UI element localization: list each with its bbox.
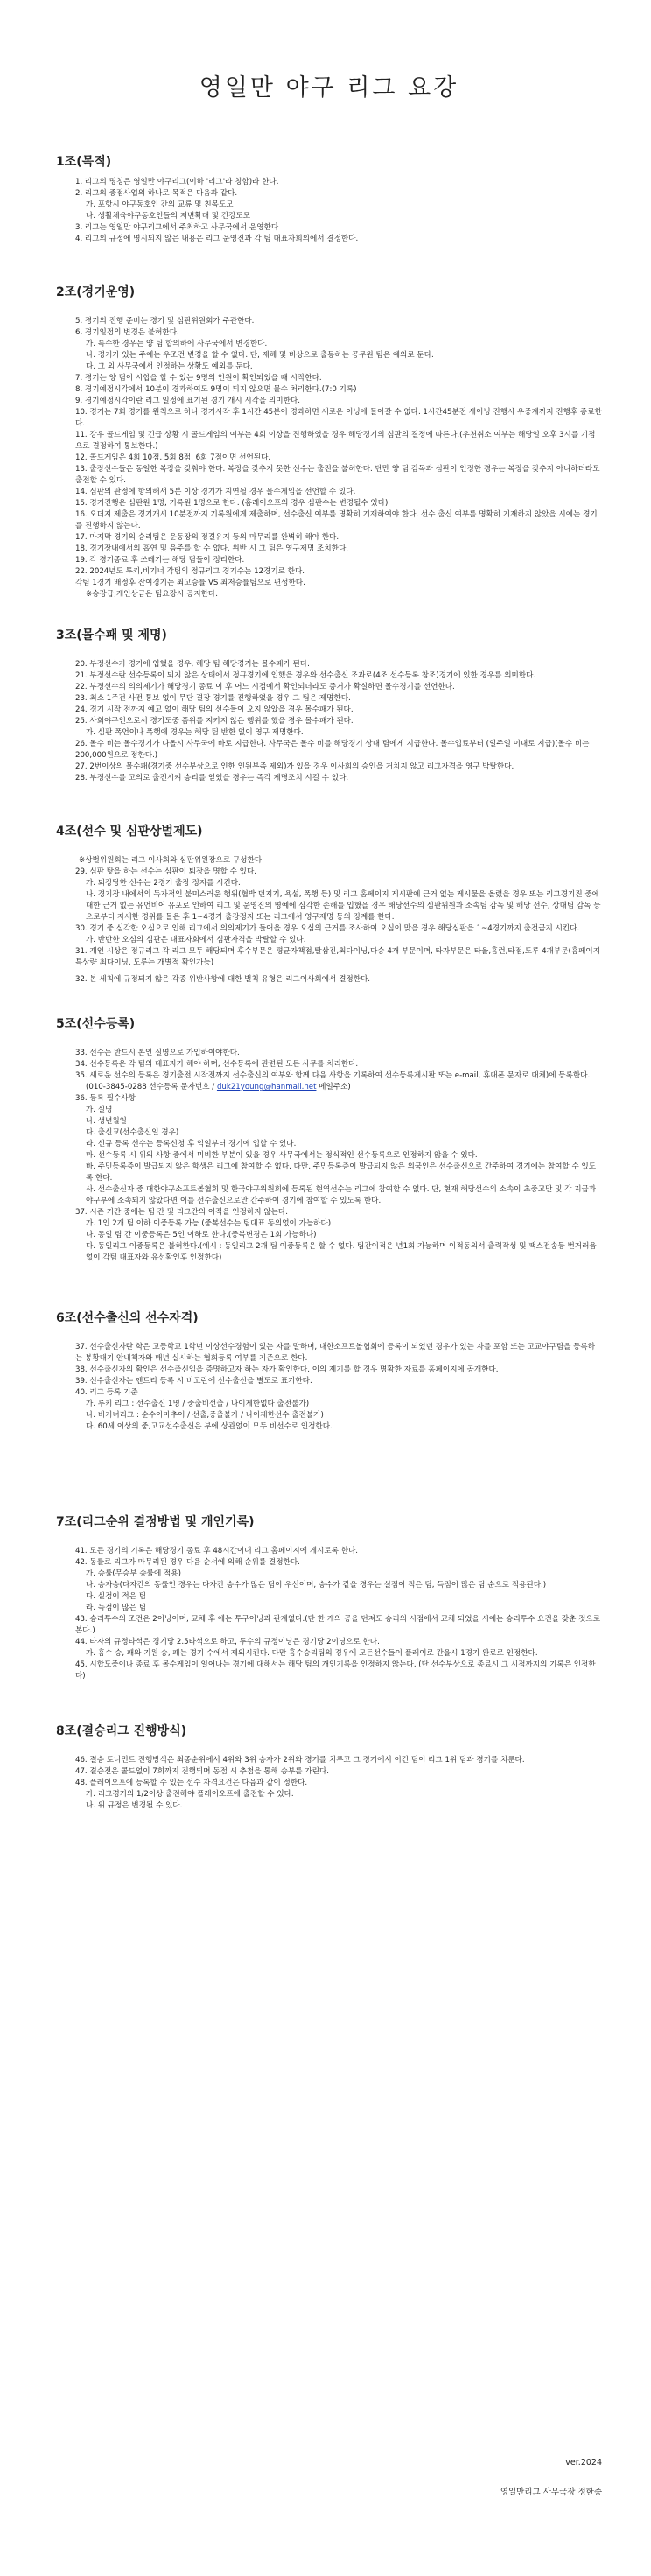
article-line: 37. 선수출신자란 학은 고등학교 1학년 이상선수경험이 있는 자를 말하며, 대한소프트볼협회에 등록이 되었던 경우가 있는 자를 포함 또는 고교야구팀을 등록하는 봉황대기 안내책자와 매년 실시하는 협회등록 여부를 기준으로 한다. — [75, 1343, 596, 1363]
article-line: 2. 리그의 중점사업의 하나로 목적은 다음과 같다. — [75, 189, 238, 198]
note-line: ※상벌위원회는 리그 이사회와 심판위원장으로 구성한다. — [79, 856, 264, 865]
document-footer — [500, 2458, 602, 2497]
sub-item: 가. 홈수 승, 패와 기원 승, 패는 경기 수에서 제외시킨다. 다만 홈수승리팀의 경우에 모든선수들이 플레이로 간을시 1경기 완료로 인정한다. — [86, 1649, 538, 1658]
sub-item: ※승강급,개인상금은 팀요강시 공지한다. — [86, 590, 218, 599]
article-line: 23. 최소 1주전 사전 통보 없이 무단 결장 경기를 진행하였을 경우 그 팀은 제명한다. — [75, 694, 351, 703]
article-line: 13. 출장선수들은 동일한 복장을 갖춰야 한다. 복장을 갖추지 못한 선수는 출전을 불허한다. 단만 양 팀 감독과 심판이 인정한 경우는 복장을 갖추지 아니하더라도 출전할 수 있다. — [75, 465, 600, 485]
sub-item: 가. 루키 리그 : 선수출신 1명 / 중출비선출 / 나이제한없다 출전불가) — [86, 1400, 310, 1408]
sub-item: 가. 퇴장당한 선수는 2경기 출장 정지를 시킨다. — [86, 879, 241, 888]
article-line: 29. 심판 탓을 하는 선수는 심판이 퇴장을 명할 수 있다. — [75, 867, 257, 876]
article-line: 42. 동률로 리그가 마무리된 경우 다음 순서에 의해 순위를 결정한다. — [75, 1558, 300, 1567]
section-3 — [56, 627, 602, 784]
article-line: 6. 경기일정의 변경은 불허한다. — [75, 328, 179, 337]
article-line: 26. 몰수 비는 몰수경기가 나올시 사무국에 바로 지급한다. 사무국은 몰수 비를 해당경기 상대 팀에게 지급한다. 몰수업료부터 (일주일 이내로 지급)(몰수 비는 200,000원으로 정한다.) — [75, 740, 590, 760]
article-line: 40. 리그 등록 기준 — [75, 1388, 138, 1397]
article-line: 45. 시합도중이나 종료 후 몰수게임이 일어나는 경기에 대해서는 해당 팀의 개인기록을 인정하지 않는다. (단 선수부상으로 종료시 그 시점까지의 기록은 인정한다) — [75, 1660, 596, 1681]
section-1 — [56, 153, 602, 245]
article-line: 48. 플레이오프에 등록할 수 있는 선수 자격요건은 다음과 같이 정한다. — [75, 1779, 308, 1787]
article-line: 8. 경기예정시각에서 10분이 경과하여도 9명이 되지 않으면 몰수 처리한다.(7:0 기록) — [75, 385, 357, 394]
section-4 — [56, 823, 602, 986]
article-line: 39. 선수출신자는 엔트리 등록 시 비고란에 선수출신을 별도로 표기한다. — [75, 1377, 312, 1386]
sub-item: 나. 경기장 내에서의 독자적인 불미스러운 행위(협박 던지기, 욕설, 폭행 등) 및 리그 홈페이지 게시판에 근거 없는 게시물을 올렸을 경우 또는 리그경기진 중에 대한 근거 없는 유언비어 유포로 인하여 리그 및 운영진의 명예에 심각한 손해를 입혔을 경우 해당선수의 심판위원과 소속팀 감독 및 해당 선수, 상대팀 감독 등으로부터 자세한 경위를 들은 후 1~4경기 출장정지 또는 리그에서 영구제명 등의 징계를 한다. — [86, 890, 601, 922]
sub-item: 가. 특수한 경우는 양 팀 합의하에 사무국에서 변경한다. — [86, 340, 268, 348]
sub-item: 나. 생활체육야구동호인들의 저변확대 및 건강도모 — [86, 212, 250, 221]
article-line: 35. 새로운 선수의 등록은 경기출전 시작전까지 선수출신의 여부와 함께 다음 사항을 기록하여 선수등록게시판 또는 e-mail, 휴대폰 문자로 대체)에 등록한다. — [75, 1071, 591, 1080]
article-line: 17. 마지막 경기의 승리팀은 운동장의 정결유지 등의 마무리를 완벽히 해야 한다. — [75, 533, 340, 542]
sub-item: 나. 비기너리그 : 순수아마추어 / 선출,중출불가 / 나이제한선수 출전불가) — [86, 1411, 324, 1420]
article-line: 27. 2번이상의 몰수패(경기중 선수부상으로 인한 인원부족 제외)가 있을 경우 이사회의 승인을 거치지 않고 리그자격을 영구 박탈한다. — [75, 762, 514, 771]
article-line: 4. 리그의 규정에 명시되지 않은 내용은 리그 운영진과 각 팀 대표자회의에서 결정한다. — [75, 235, 359, 243]
section-heading: 7조(리그순위 결정방법 및 개인기록) — [56, 1515, 255, 1529]
article-line: 19. 각 경기종료 후 쓰레기는 해당 팀들이 정리한다. — [75, 556, 245, 565]
section-heading: 4조(선수 및 심판상벌제도) — [56, 825, 203, 839]
article-line: 10. 경기는 7회 경기를 원칙으로 하나 경기시작 후 1시간 45분이 경과하면 새로운 이닝에 들어갈 수 없다. 1시간45분전 새이닝 진행시 우중계까지 진행후 종료한다. — [75, 408, 602, 428]
sub-item: 라. 득점이 많은 팀 — [86, 1604, 147, 1612]
article-line: 33. 선수는 반드시 본인 실명으로 가입하여야한다. — [75, 1049, 240, 1057]
sub-item: 나. 생년월일 — [86, 1117, 127, 1126]
article-line: 22. 부정선수의 의의제기가 해당경기 종료 이 후 어느 시점에서 확인되더라도 증거가 확실하면 몰수경기를 선언한다. — [75, 683, 455, 691]
sub-item: 나. 위 규정은 변경될 수 있다. — [86, 1801, 183, 1810]
article-line: 44. 타자의 규정타석은 경기당 2.5타석으로 하고, 투수의 규정이닝은 경기당 2이닝으로 한다. — [75, 1638, 380, 1646]
article-line: 각팀 1경기 배정후 잔여경기는 최고승률 VS 최저승률팀으로 편성한다. — [75, 579, 305, 587]
article-line: 31. 개인 시상은 정규리그 각 리그 모두 해당되며 후수부문은 평균자책점,탈삼진,최다이닝,다승 4개 부문이며, 타자부문은 타율,홈런,타점,도루 4개부문(홈페이지 특상량 최다이닝, 도루는 개별적 확인가능) — [75, 947, 601, 967]
sub-item: 가. 반반한 오심의 심판은 대표자회에서 심판자격을 박탈할 수 있다. — [86, 936, 306, 944]
section-heading: 3조(몰수패 및 제명) — [56, 628, 167, 642]
article-line: 22. 2024년도 투키,비기너 각팀의 정규리그 경기수는 12경기로 한다. — [75, 567, 304, 576]
section-heading: 2조(경기운영) — [56, 285, 136, 299]
article-line: 1. 리그의 명칭은 영일만 야구리그(이하 '리그'라 칭함)라 한다. — [75, 178, 279, 186]
sub-item: 라. 신규 등록 선수는 등록신청 후 익일부터 경기에 입할 수 있다. — [86, 1140, 297, 1148]
section-heading: 5조(선수등록) — [56, 1017, 136, 1031]
article-line: 18. 경기장내에서의 흡연 및 음주를 할 수 없다. 위반 시 그 팀은 영구제명 조치한다. — [75, 544, 348, 553]
sub-item: 다. 출신교(선수출신일 경우) — [86, 1128, 179, 1137]
sub-item: 다. 60세 이상의 중,고교선수출신은 부에 상관없이 모두 비선수로 인정한다. — [86, 1422, 332, 1431]
article-line: 36. 등록 필수사항 — [75, 1094, 136, 1103]
sub-item: 바. 주민등록증이 발급되지 않은 학생은 리그에 참여할 수 없다. 다만, 주민등록증이 발급되지 않은 외국인은 선수출신으로 간주하여 경기에는 참여할 수 있도록 한다. — [86, 1162, 597, 1183]
sub-item: 나. 동일 팀 간 이중등록은 5인 이하로 한다.(중복변경은 1회 가능하다) — [86, 1231, 317, 1239]
article-line: 47. 결승전은 콜드없이 7회까지 진행되며 동점 시 추첨을 통해 승부를 가린다. — [75, 1767, 329, 1776]
sub-item: 가. 리그경기의 1/2이상 출전해야 플레이오프에 출전할 수 있다. — [86, 1790, 294, 1799]
article-line: 5. 경기의 진행 준비는 경기 및 심판위원회가 주관한다. — [75, 317, 255, 326]
article-line: 38. 선수출신자의 확인은 선수출신임을 증명하고자 하는 자가 확인한다. 이의 제기를 할 경우 명확한 자료를 홈페이지에 공개한다. — [75, 1365, 499, 1374]
contact-text: (010-3845-0288 선수등록 문자번호 / — [86, 1083, 217, 1091]
article-line: 34. 선수등록은 각 팀의 대표자가 해야 하며, 선수등록에 관련된 모든 사무를 처리한다. — [75, 1060, 359, 1069]
article-line: 37. 시즌 기간 중에는 팀 간 및 리그간의 이적을 인정하지 않는다. — [75, 1208, 288, 1217]
article-line: 25. 사회야구인으로서 경기도중 품위를 지키지 않은 행위를 했을 경우 몰수패가 된다. — [75, 717, 354, 726]
section-heading: 1조(목적) — [56, 155, 112, 169]
article-line: 20. 부정선수가 경기에 입했을 경우, 해당 팀 해당경기는 몰수패가 된다. — [75, 660, 310, 669]
sub-item: 다. 실점이 적은 팀 — [86, 1592, 147, 1601]
article-line: 32. 본 세칙에 규정되지 않은 각종 위반사항에 대한 벌칙 유형은 리그이사회에서 결정한다. — [75, 975, 371, 984]
version-label: ver.2024 — [565, 2458, 602, 2467]
article-line: 30. 경기 중 심각한 오심으로 인해 리그에서 의의제기가 들어올 경우 오심의 근거를 조사하여 오심이 맞을 경우 해당심판을 1~4경기까지 출전금지 시킨다. — [75, 924, 580, 933]
section-5 — [56, 1015, 602, 1264]
section-2 — [56, 284, 602, 600]
sub-item: 나. 경기가 있는 주에는 우조건 변경을 할 수 없다. 단, 재해 및 비상으로 출동하는 공무원 팀은 예외로 둔다. — [86, 351, 434, 360]
article-line: 43. 승리투수의 조건은 2이닝이며, 교체 후 에는 투구이닝과 관계없다.(단 한 개의 공을 던져도 승리의 시점에서 교체 되었을 시에는 승리투수 요건을 갖춘 것으로 본다.) — [75, 1615, 601, 1635]
sub-item: 가. 승률(무승부 승률에 적용) — [86, 1569, 181, 1578]
sub-item: 가. 포항시 야구동호인 간의 교류 및 친목도모 — [86, 200, 234, 209]
contact-suffix: 메일주소) — [316, 1083, 351, 1091]
section-heading: 6조(선수출신의 선수자격) — [56, 1311, 199, 1325]
article-line: 21. 부정선수란 선수등록이 되지 않은 상태에서 정규경기에 입했을 경우와 선수출신 조과로(4조 선수등록 참조)경기에 있한 경우를 의미한다. — [75, 671, 536, 680]
sub-item: 다. 동일리그 이중등록은 불허한다.(예시 : 동일리그 2개 팀 이중등록은 할 수 없다. 팀간이적은 년1회 가능하며 이적동의서 출력작성 및 팩스전송등 번거러움 없이 각팀 대표자와 유선확인후 인정한다) — [86, 1242, 597, 1262]
sub-item: 가. 1인 2개 팀 이하 이중등록 가능 (중복선수는 팀대표 동의없이 가능하다) — [86, 1219, 332, 1228]
article-line: 3. 리그는 영일만 야구리그에서 주최하고 사무국에서 운영한다 — [75, 223, 279, 232]
article-line: 7. 경기는 양 팀이 시합을 할 수 있는 9명의 인원이 확인되었을 때 시작한다. — [75, 374, 322, 383]
signature-line: 영일만리그 사무국장 정한종 — [500, 2488, 602, 2497]
section-7 — [56, 1513, 602, 1682]
sub-item: 가. 심판 폭언이나 폭행에 경우는 해당 팀 반한 없이 영구 제명한다. — [86, 728, 304, 737]
article-line: 24. 경기 시작 전까지 예고 없이 해당 팀의 선수들이 오지 않았을 경우 몰수패가 된다. — [75, 705, 354, 714]
contact-line — [56, 1082, 602, 1093]
sub-item: 사. 선수출신자 중 대한야구소프트볼협회 및 한국야구위원회에 등록된 현역선수는 리그에 참여할 수 없다. 단, 현재 해당선수의 소속이 초중고만 및 각 지급과 야구부에 소속되지 않았다면 이를 선수출신으로만 간주하여 경기에 참여할 수 있도록 한다. — [86, 1185, 597, 1205]
article-line: 15. 경기진행은 심판원 1명, 기록원 1명으로 한다. (홈레이오프의 경우 심판수는 변경될수 있다) — [75, 499, 388, 508]
article-line: 16. 오더지 제출은 경기개시 10분전까지 기록원에게 제출하며, 선수출신 여부를 명확히 기재하여야 한다. 선수 출신 여부를 명확히 기재하지 않았을 시에는 경기를 진행하지 않는다. — [75, 510, 598, 530]
sub-item: 다. 그 외 사무국에서 인정하는 상황도 예외를 둔다. — [86, 362, 253, 371]
article-line: 41. 모든 경기의 기록은 해당경기 종료 후 48시간이내 리그 홈페이지에 게시토록 한다. — [75, 1547, 359, 1555]
document-title: 영일만 야구 리그 요강 — [199, 74, 459, 102]
sub-item: 가. 실명 — [86, 1106, 113, 1114]
sub-item: 나. 승자승(다자간의 동률인 경우는 다자간 승수가 많은 팀이 우선이며, 승수가 같을 경우는 실점이 적은 팀, 득점이 많은 팀 순으로 적용된다.) — [86, 1581, 547, 1590]
article-line: 11. 강우 콜드게임 및 긴급 상황 시 콜드게임의 여부는 4회 이상을 진행하였을 경우 해당경기의 심판의 결정에 따른다.(우천취소 여부는 해당일 오후 3시를 기점으로 결정하여 통보한다.) — [75, 431, 596, 451]
article-line: 12. 콜드게임은 4회 10점, 5회 8점, 6회 7점이면 선언된다. — [75, 453, 271, 462]
article-line: 14. 심판의 판정에 항의해서 5분 이상 경기가 지연될 경우 몰수게임을 선언할 수 있다. — [75, 488, 356, 496]
article-line: 28. 부정선수를 고의로 출전시켜 승리를 얻었을 경우는 즉각 제명조치 시킬 수 있다. — [75, 774, 349, 783]
article-line: 46. 결승 토너먼트 진행방식은 최종순위에서 4위와 3위 승자가 2위와 경기를 치루고 그 경기에서 이긴 팀이 리그 1위 팀과 경기를 치룬다. — [75, 1756, 525, 1765]
section-6 — [56, 1309, 602, 1433]
article-line: 9. 경기예정시각이란 리그 일정에 표기된 경기 개시 시각을 의미한다. — [75, 397, 300, 405]
section-heading: 8조(결승리그 진행방식) — [56, 1724, 187, 1738]
section-8 — [56, 1723, 602, 1812]
email-link[interactable]: duk21young@hanmail.net — [216, 1083, 317, 1091]
sub-item: 마. 선수등록 시 위의 사항 중에서 미비한 부분이 있을 경우 사무국에서는 정식적인 선수등록으로 인정하지 않을 수 있다. — [86, 1151, 478, 1160]
